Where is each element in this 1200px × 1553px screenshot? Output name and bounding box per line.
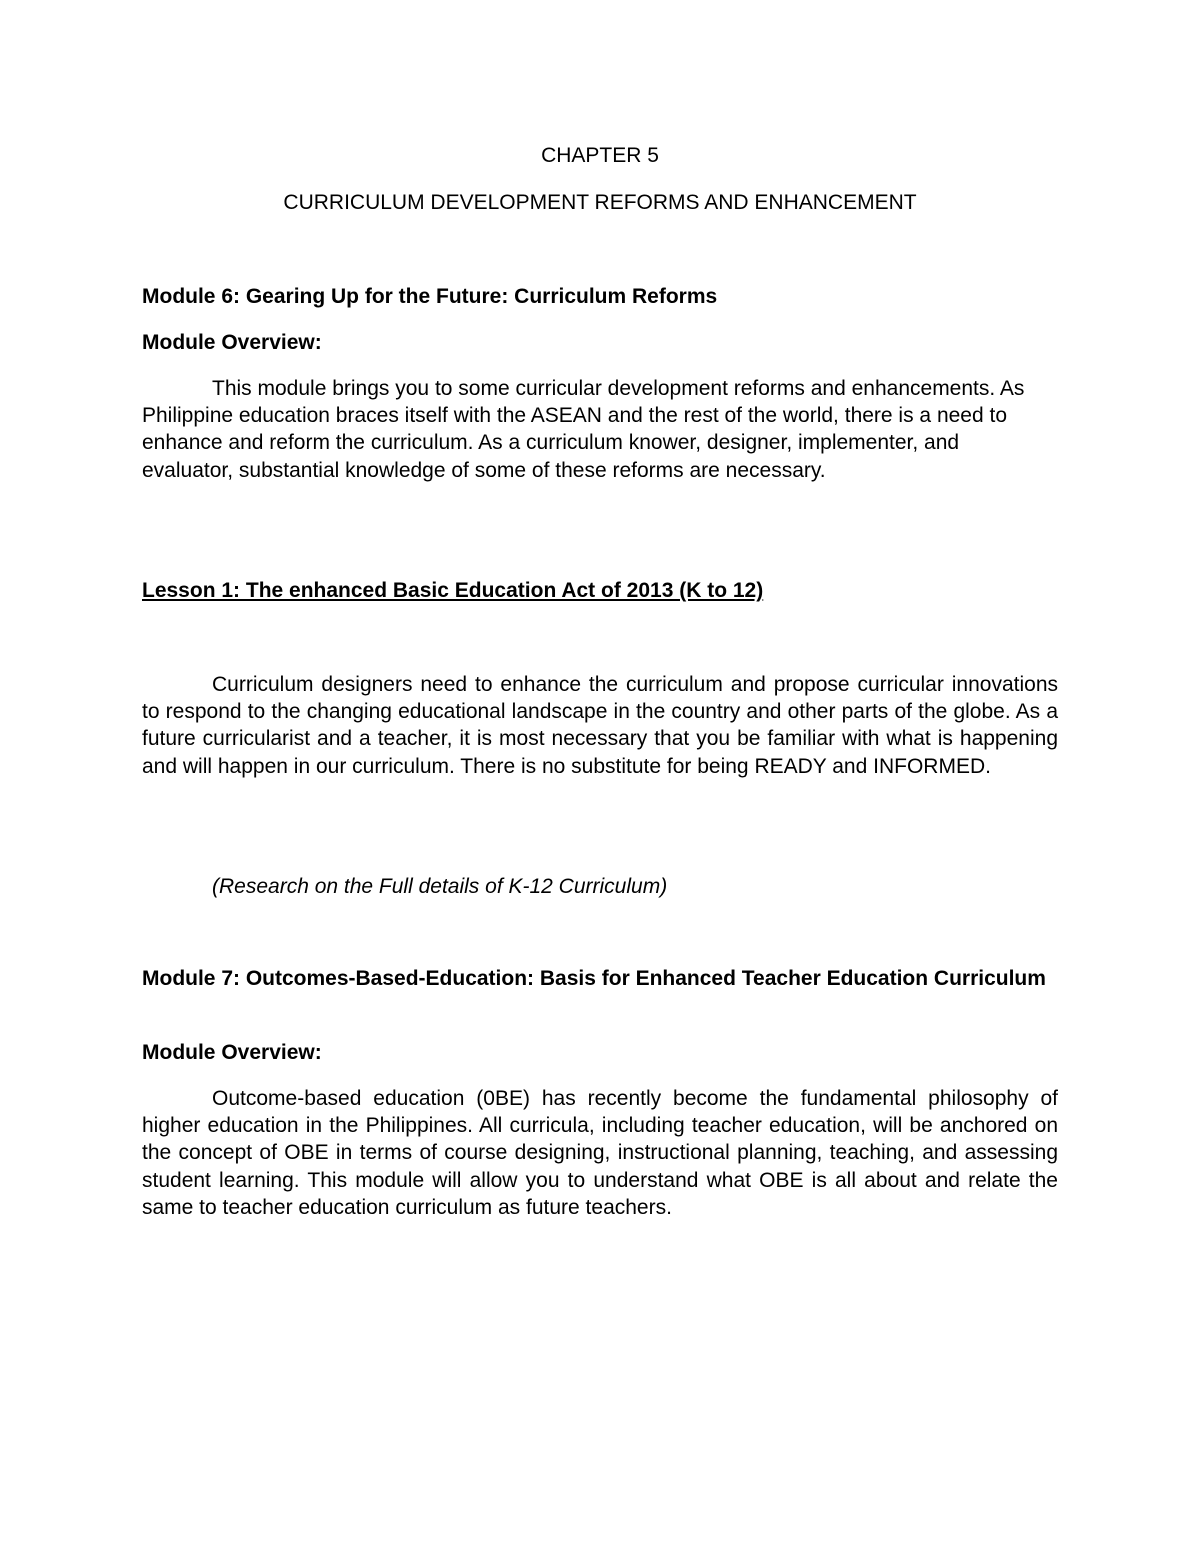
research-note: (Research on the Full details of K-12 Curriculum) [212,875,668,898]
chapter-number: CHAPTER 5 [541,144,659,167]
chapter-title: CURRICULUM DEVELOPMENT REFORMS AND ENHANCEMENT [283,191,917,214]
module-7-title: Module 7: Outcomes-Based-Education: Basis for Enhanced Teacher Education Curriculum [142,967,1046,990]
module-7-overview-heading: Module Overview: [142,1041,322,1064]
module-6-overview-text: This module brings you to some curricular development reforms and enhancements. As Philippine education braces itself with the ASEAN and the rest of the world, there is a need to enhance and reform the curriculum. As a curriculum knower, designer, implementer, and evaluator, substantial knowledge of some of these reforms are necessary. [142,377,1025,482]
lesson-1-text: Curriculum designers need to enhance the curriculum and propose curricular innovations to respond to the changing educational landscape in the country and other parts of the globe. As a future curricularist and a teacher, it is most necessary that you be familiar with what is happening and will happen in our curriculum. There is no substitute for being READY and INFORMED. [142,673,1058,778]
lesson-1-title: Lesson 1: The enhanced Basic Education Act of 2013 (K to 12) [142,579,764,602]
module-7-overview-text: Outcome-based education (0BE) has recently become the fundamental philosophy of higher education in the Philippines. All curricula, including teacher education, will be anchored on the concept of OBE in terms of course designing, instructional planning, teaching, and assessing student learning. This module will allow you to understand what OBE is all about and relate the same to teacher education curriculum as future teachers. [142,1087,1058,1219]
module-6-overview-heading: Module Overview: [142,331,322,354]
module-6-title: Module 6: Gearing Up for the Future: Curriculum Reforms [142,285,718,308]
